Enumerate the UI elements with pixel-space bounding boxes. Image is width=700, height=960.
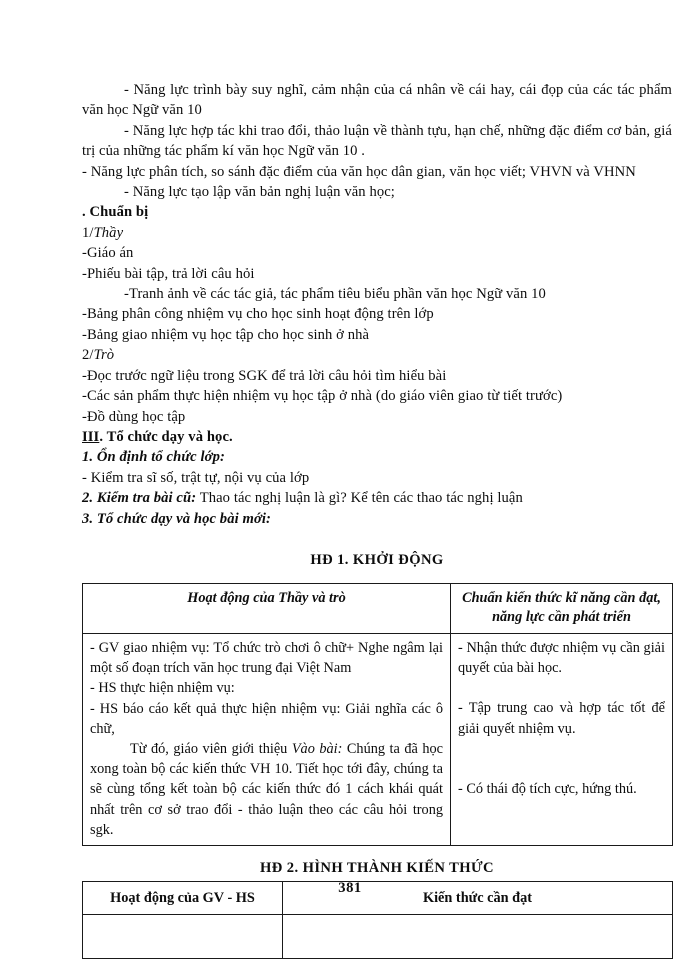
teacher-item: -Bảng phân công nhiệm vụ cho học sinh hoạt động trên lớp bbox=[82, 306, 434, 323]
student-label-italic: Trò bbox=[93, 347, 115, 364]
competencies-block bbox=[82, 80, 672, 202]
activity1-header-right-line2: năng lực cần phát triển bbox=[492, 608, 631, 625]
spacer bbox=[82, 569, 672, 583]
activity1-left-p4 bbox=[90, 739, 443, 840]
activity2-header-left: Hoạt động của GV - HS bbox=[83, 881, 283, 914]
preparation-heading: . Chuẩn bị bbox=[82, 204, 149, 221]
activity1-heading: HĐ 1. KHỞI ĐỘNG bbox=[310, 551, 444, 568]
activity2-cell-left bbox=[83, 915, 283, 959]
activity1-left-p4-lead: Từ đó, giáo viên giới thiệu bbox=[130, 740, 292, 757]
organization-heading bbox=[82, 427, 672, 447]
competency-item: - Năng lực tạo lập văn bản nghị luận văn học; bbox=[124, 184, 395, 201]
table-header-row bbox=[83, 583, 673, 633]
blank-line bbox=[458, 759, 665, 779]
teacher-item: -Tranh ảnh về các tác giả, tác phẩm tiêu biểu phần văn học Ngữ văn 10 bbox=[124, 286, 546, 303]
organization-heading-rest: . Tổ chức dạy và học. bbox=[99, 428, 233, 445]
student-item: -Đọc trước ngữ liệu trong SGK để trả lời câu hỏi tìm hiểu bài bbox=[82, 367, 447, 384]
activity1-left-p1: - GV giao nhiệm vụ: Tổ chức trò chơi ô chữ+ Nghe ngâm lại một số đoạn trích văn học trung đại Việt Nam bbox=[90, 639, 443, 677]
activity1-right-p3: - Có thái độ tích cực, hứng thú. bbox=[458, 780, 637, 797]
blank-line bbox=[458, 678, 665, 698]
teacher-item: -Phiếu bài tập, trả lời câu hỏi bbox=[82, 265, 255, 282]
student-item: -Các sản phẩm thực hiện nhiệm vụ học tập ở nhà (do giáo viên giao từ tiết trước) bbox=[82, 388, 563, 405]
activity2-cell-right bbox=[283, 915, 673, 959]
teacher-item: -Giáo án bbox=[82, 245, 134, 262]
activity1-left-p2: - HS thực hiện nhiệm vụ: bbox=[90, 680, 235, 697]
organization-item1-body: - Kiểm tra sĩ số, trật tự, nội vụ của lớp bbox=[82, 469, 310, 486]
page-content bbox=[82, 80, 672, 959]
activity1-right-p1: - Nhận thức được nhiệm vụ cần giải quyết của bài học. bbox=[458, 639, 665, 677]
table-row bbox=[83, 633, 673, 845]
organization-item2-body: Thao tác nghị luận là gì? Kể tên các thao tác nghị luận bbox=[196, 490, 523, 507]
spacer bbox=[82, 529, 672, 552]
activity1-left-p4-italic: Vào bài: bbox=[291, 740, 343, 757]
competency-item: - Năng lực phân tích, so sánh đặc điểm của văn học dân gian, văn học viết; VHVN và VHNN bbox=[82, 163, 636, 180]
competency-item: - Năng lực trình bày suy nghĩ, cảm nhận của cá nhân về cái hay, cái đọp của các tác phẩm văn học Ngữ văn 10 bbox=[82, 82, 672, 119]
activity1-cell-left bbox=[83, 633, 451, 845]
activity1-right-p2: - Tập trung cao và hợp tác tốt để giải quyết nhiệm vụ. bbox=[458, 700, 665, 737]
organization-item2-title: 2. Kiểm tra bài cũ: bbox=[82, 490, 197, 507]
student-subheading bbox=[82, 345, 672, 365]
activity1-header-left: Hoạt động của Thầy và trò bbox=[83, 583, 451, 633]
spacer bbox=[82, 846, 672, 860]
teacher-item: -Bảng giao nhiệm vụ học tập cho học sinh ở nhà bbox=[82, 326, 370, 343]
organization-item2 bbox=[82, 488, 672, 508]
activity1-left-p4-rest: Chúng ta đã học xong toàn bộ các kiến thức VH 10. Tiết học tới đây, chúng ta sẽ cùng tổng kết toàn bộ các kiến thức đó 1 cách khái quát nhất trên cơ sở trao đổi - thảo luận theo các câu hỏi trong sgk. bbox=[90, 740, 443, 838]
teacher-subheading bbox=[82, 223, 672, 243]
activity2-header-right: Kiến thức cần đạt bbox=[283, 881, 673, 914]
organization-item1-title: 1. Ổn định tổ chức lớp: bbox=[82, 449, 225, 466]
activity1-header-right-line1: Chuẩn kiến thức kĩ năng cần đạt, bbox=[462, 589, 661, 606]
preparation-block bbox=[82, 202, 672, 426]
student-label: 2/ bbox=[82, 347, 94, 364]
activity1-table bbox=[82, 583, 673, 846]
teacher-label: 1/ bbox=[82, 224, 94, 241]
organization-roman: III bbox=[82, 428, 100, 445]
activity1-cell-right bbox=[451, 633, 673, 845]
blank-line bbox=[458, 739, 665, 759]
activity2-heading: HĐ 2. HÌNH THÀNH KIẾN THỨC bbox=[260, 859, 494, 876]
organization-item3-title: 3. Tổ chức dạy và học bài mới: bbox=[82, 510, 271, 527]
teacher-label-italic: Thầy bbox=[93, 224, 124, 241]
page-number: 381 bbox=[338, 880, 362, 896]
activity1-left-p3: - HS báo cáo kết quả thực hiện nhiệm vụ: Giải nghĩa các ô chữ, bbox=[90, 700, 443, 737]
student-item: -Đồ dùng học tập bbox=[82, 408, 186, 425]
competency-item: - Năng lực hợp tác khi trao đổi, thảo luận về thành tựu, hạn chế, những đặc điểm cơ bản, giá trị của những tác phẩm kí văn học Ngữ văn 10 . bbox=[82, 122, 672, 160]
organization-block bbox=[82, 427, 672, 529]
activity1-header-right bbox=[451, 583, 673, 633]
table-row bbox=[83, 915, 673, 959]
